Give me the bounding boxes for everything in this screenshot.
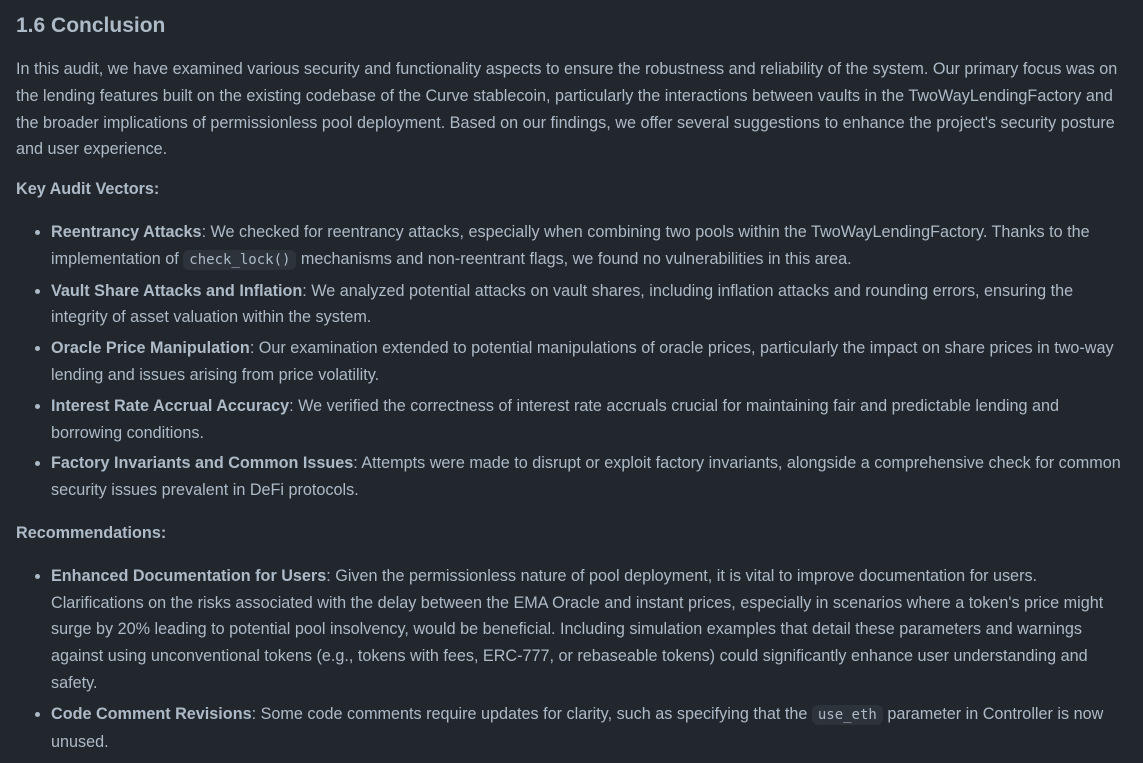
item-text: : Given the permissionless nature of pool deployment, it is vital to improve documentation for users. Clarifications on the risks associated with the delay between the EMA Oracle and instant prices, especially in scenarios where a token's price might surge by 20% leading to potential pool insolvency, would be beneficial. Including simulation examples that detail these parameters and warnings against using unconventional tokens (e.g., tokens with fees, ERC-777, or rebaseable tokens) could significantly enhance user understanding and safety. [51,566,1104,692]
item-title: Reentrancy Attacks [51,222,202,241]
item-title: Factory Invariants and Common Issues [51,454,354,473]
item-title: Interest Rate Accrual Accuracy [51,396,290,415]
item-text: : We checked for reentrancy attacks, especially when combining two pools within the TwoWayLendingFactory. Thanks to the implementation of [51,222,1090,268]
section-heading: 1.6 Conclusion [16,14,166,37]
list-item-factory [51,450,1127,504]
key-audit-vectors-list [16,219,1127,504]
item-text: parameter in Controller is now unused. [51,704,1104,751]
list-item-code-comments [51,701,1127,756]
recommendations-list [16,563,1127,756]
item-text: : Some code comments require updates for clarity, such as specifying that the [251,704,812,723]
list-item-documentation [51,563,1127,697]
item-title: Oracle Price Manipulation [51,339,250,358]
item-text: : Attempts were made to disrupt or exploit factory invariants, alongside a comprehensive check for common security issues prevalent in DeFi protocols. [51,454,1121,500]
item-text: : We verified the correctness of interest rate accruals crucial for maintaining fair and predictable lending and borrowing conditions. [51,396,1060,442]
list-item-interest-rate [51,393,1127,447]
inline-code: use_eth [812,705,883,725]
inline-code: check_lock() [183,250,296,270]
item-text: : We analyzed potential attacks on vault shares, including inflation attacks and rounding errors, ensuring the integrity of asset valuation within the system. [51,281,1074,327]
item-title: Vault Share Attacks and Inflation [51,281,303,300]
key-audit-vectors-label: Key Audit Vectors: [16,180,160,199]
list-item-oracle [51,335,1127,389]
list-item-reentrancy [51,219,1127,274]
intro-paragraph: In this audit, we have examined various security and functionality aspects to ensure the robustness and reliability of the system. Our primary focus was on the lending features built on the existing codebase of the Curve stablecoin, particularly the interactions between vaults in the TwoWayLendingFactory and the broader implications of permissionless pool deployment. Based on our findings, we offer several suggestions to enhance the project's security posture and user experience. [16,60,1118,159]
item-text: mechanisms and non-reentrant flags, we found no vulnerabilities in this area. [296,249,852,268]
recommendations-label: Recommendations: [16,523,167,542]
item-title: Code Comment Revisions [51,704,252,723]
item-text: : Our examination extended to potential manipulations of oracle prices, particularly the impact on share prices in two-way lending and issues arising from price volatility. [51,339,1114,384]
list-item-vault-share [51,278,1127,332]
item-title: Enhanced Documentation for Users [51,566,327,585]
